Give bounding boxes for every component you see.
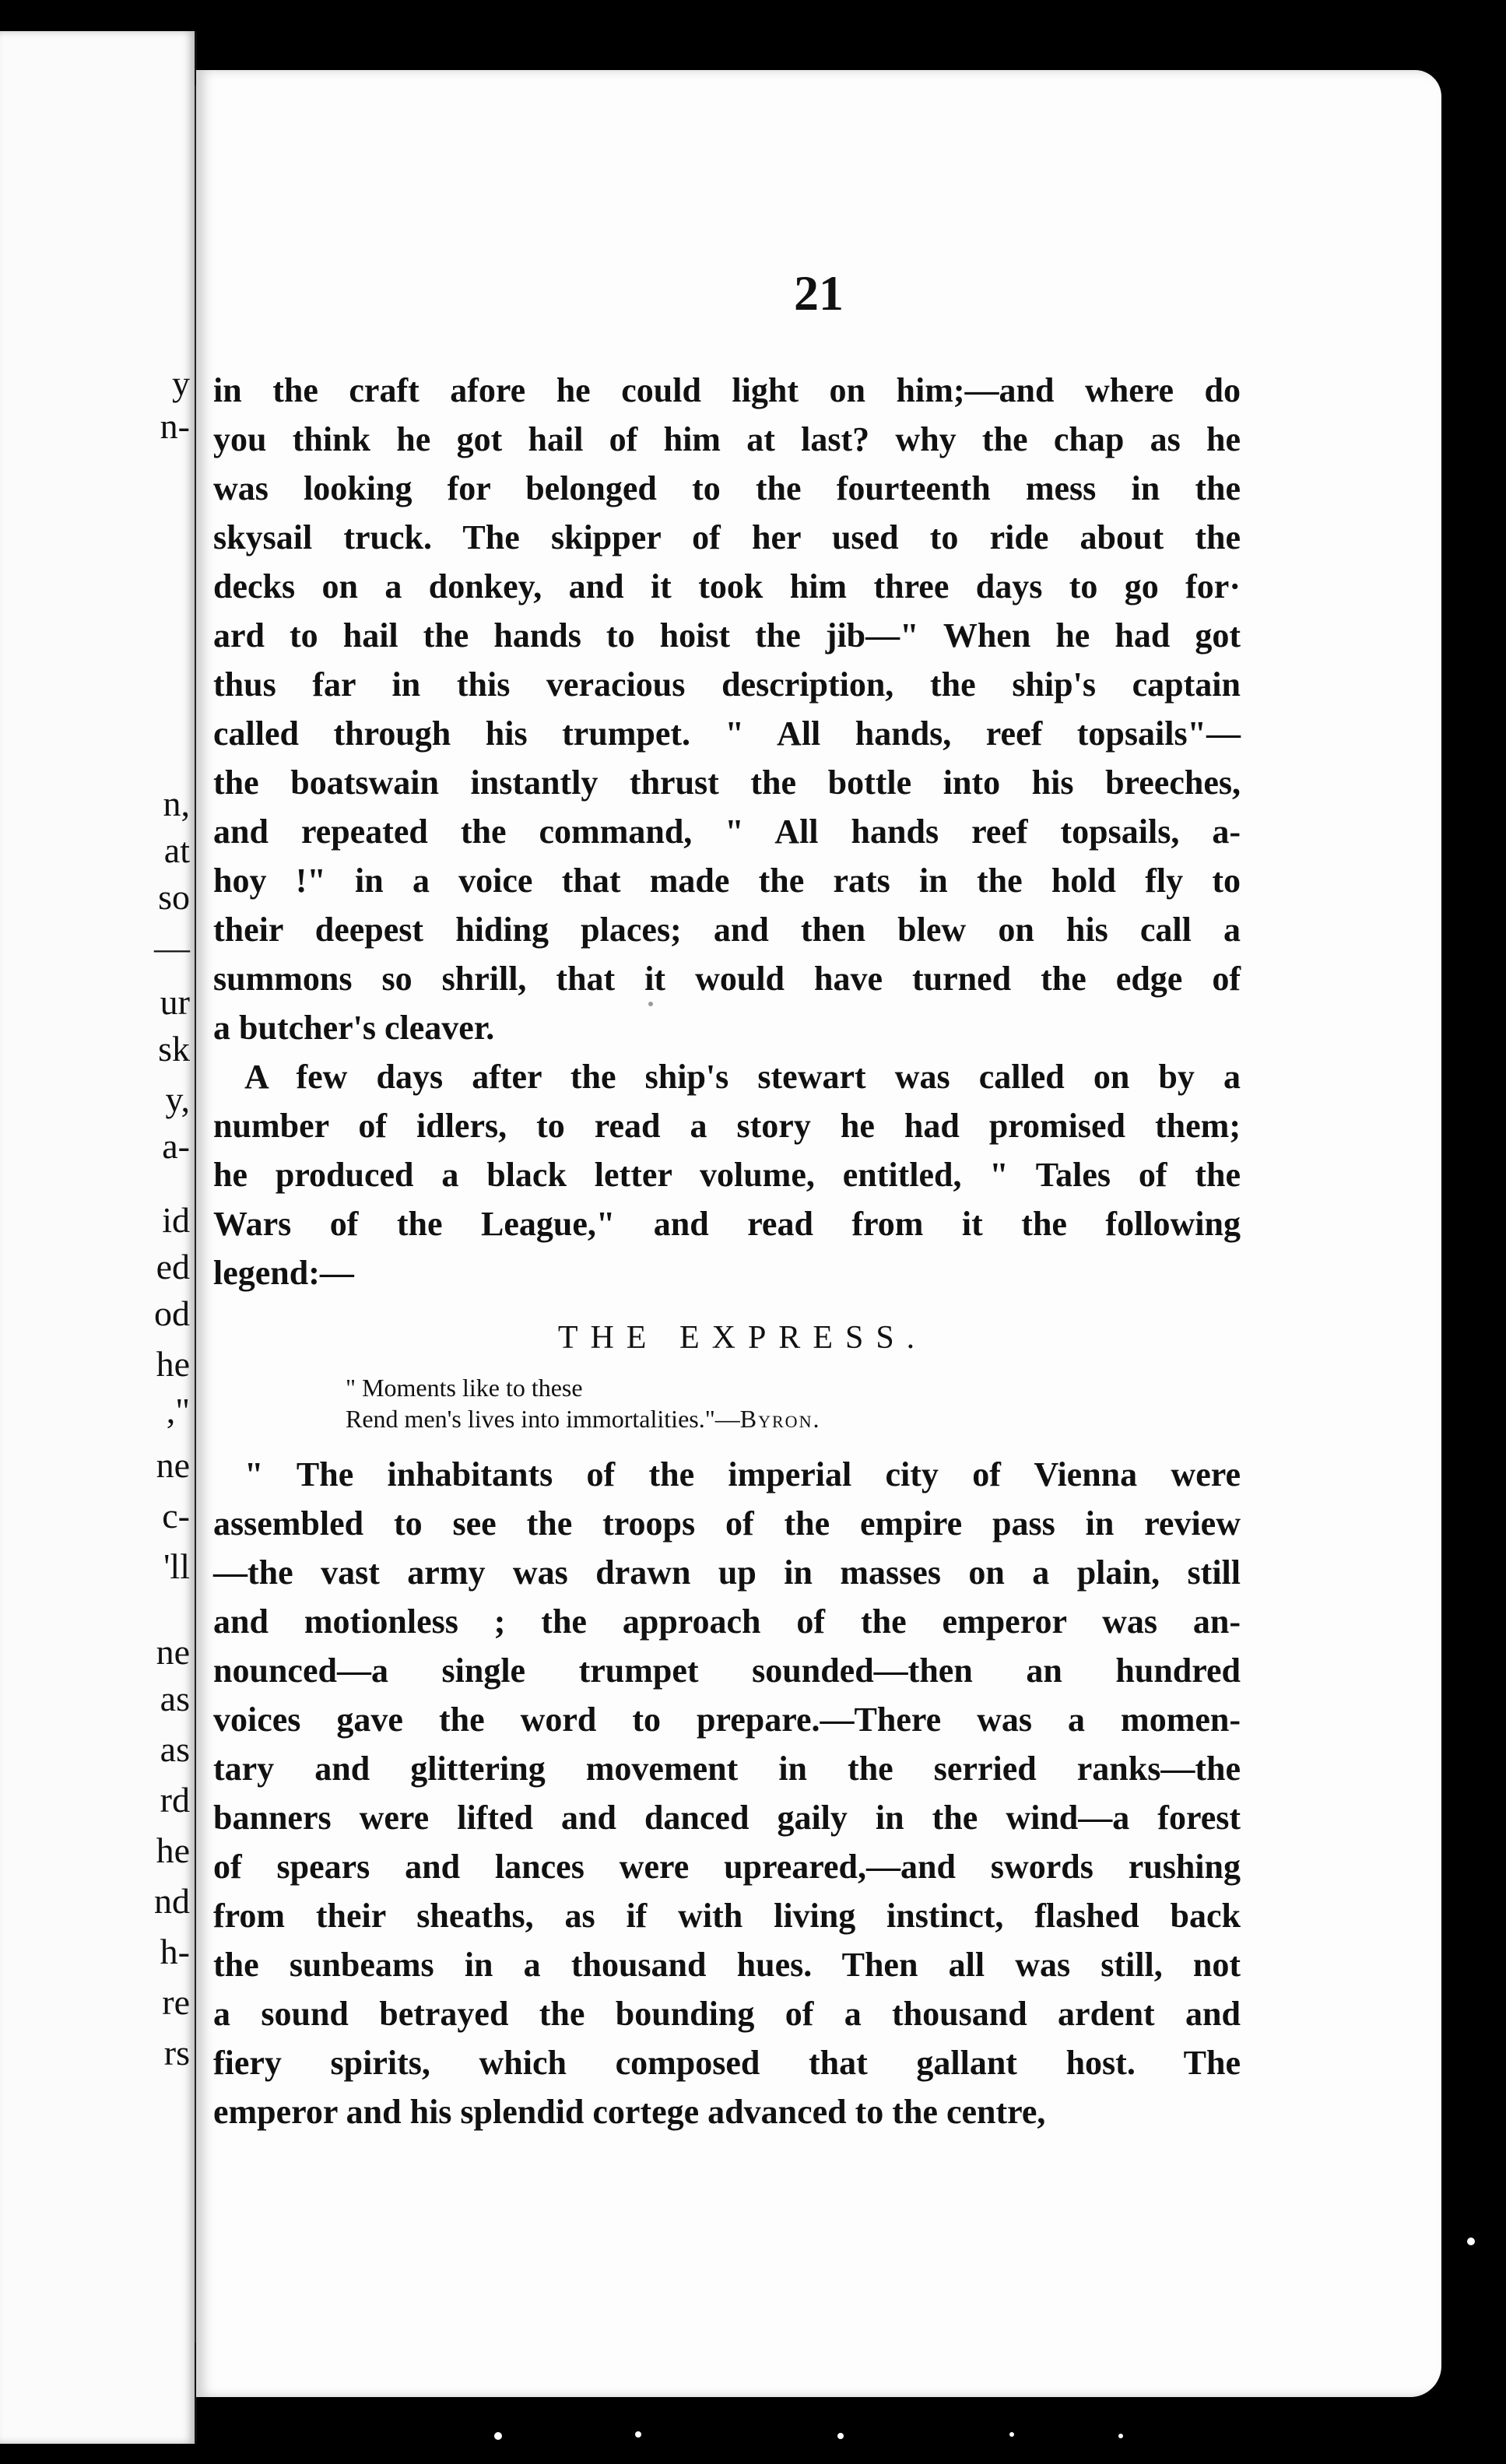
text-line: a butcher's cleaver. bbox=[213, 1009, 495, 1047]
text-line: ard to hail the hands to hoist the jib—" When he had got bbox=[213, 616, 1241, 655]
text-line: nounced—a single trumpet sounded—then an hundred bbox=[213, 1651, 1241, 1690]
epigraph-line-2 bbox=[346, 1403, 1241, 1434]
facing-page-fragment: as bbox=[160, 1729, 190, 1769]
text-line: was looking for belonged to the fourteenth mess in the bbox=[213, 469, 1241, 507]
page-number: 21 bbox=[794, 265, 844, 321]
facing-page-fragment: n- bbox=[160, 406, 190, 446]
text-line: decks on a donkey, and it took him three days to go for· bbox=[213, 567, 1241, 605]
text-line: fiery spirits, which composed that gallant host. The bbox=[213, 2044, 1241, 2082]
epigraph bbox=[346, 1372, 1241, 1434]
text-line: " The inhabitants of the imperial city of Vienna were bbox=[244, 1455, 1241, 1493]
facing-page-fragment: so bbox=[158, 877, 190, 917]
facing-page-fragment: ne bbox=[156, 1445, 190, 1485]
text-line: hoy !" in a voice that made the rats in the hold fly to bbox=[213, 862, 1241, 900]
facing-page-fragment: od bbox=[154, 1293, 190, 1333]
facing-page-fragment: he bbox=[156, 1830, 190, 1870]
text-line: number of idlers, to read a story he had promised them; bbox=[213, 1107, 1241, 1145]
page-body bbox=[213, 366, 1241, 2136]
facing-page-text-fragments bbox=[0, 31, 195, 2444]
story-heading: THE EXPRESS. bbox=[557, 1320, 928, 1356]
text-line: the sunbeams in a thousand hues. Then all was still, not bbox=[213, 1946, 1241, 1984]
paragraph-steward-story bbox=[213, 1052, 1241, 1297]
text-line: banners were lifted and danced gaily in the wind—a forest bbox=[213, 1799, 1241, 1837]
text-line: you think he got hail of him at last? why the chap as he bbox=[213, 420, 1241, 458]
text-line: of spears and lances were upreared,—and swords rushing bbox=[213, 1848, 1241, 1886]
facing-page-fragment: at bbox=[163, 830, 190, 870]
text-line: in the craft afore he could light on him;—and where do bbox=[213, 371, 1241, 409]
text-line: A few days after the ship's stewart was called on by a bbox=[244, 1058, 1241, 1096]
facing-page bbox=[0, 31, 197, 2444]
epigraph-line-2-text: Rend men's lives into immortalities."— bbox=[346, 1405, 740, 1433]
facing-page-fragment: ed bbox=[156, 1247, 190, 1286]
text-line: assembled to see the troops of the empire pass in review bbox=[213, 1504, 1241, 1543]
text-line: summons so shrill, that it would have turned the edge of bbox=[213, 960, 1241, 998]
facing-page-fragment: as bbox=[160, 1679, 190, 1718]
facing-page-fragment: nd bbox=[154, 1881, 190, 1921]
text-line: skysail truck. The skipper of her used to ride about the bbox=[213, 518, 1241, 556]
text-line: emperor and his splendid cortege advanced to the centre, bbox=[213, 2093, 1046, 2131]
text-line: and repeated the command, " All hands reef topsails, a- bbox=[213, 813, 1241, 851]
facing-page-fragment: ne bbox=[156, 1632, 190, 1672]
text-line: tary and glittering movement in the serried ranks—the bbox=[213, 1750, 1241, 1788]
paragraph-dialogue bbox=[213, 366, 1241, 1052]
book-page bbox=[196, 70, 1441, 2397]
facing-page-fragment: id bbox=[162, 1200, 190, 1240]
facing-page-fragment: ur bbox=[160, 982, 190, 1022]
text-line: thus far in this veracious description, the ship's captain bbox=[213, 665, 1241, 704]
text-line: legend:— bbox=[213, 1254, 354, 1292]
facing-page-fragment: 'll bbox=[163, 1546, 190, 1586]
facing-page-fragment: c- bbox=[162, 1496, 190, 1536]
text-line: from their sheaths, as if with living instinct, flashed back bbox=[213, 1897, 1241, 1935]
text-line: and motionless ; the approach of the emperor was an- bbox=[213, 1602, 1241, 1641]
paragraph-vienna bbox=[213, 1450, 1241, 2136]
facing-page-fragment: he bbox=[156, 1344, 190, 1384]
facing-page-fragment: a- bbox=[162, 1126, 190, 1166]
text-line: called through his trumpet. " All hands, reef topsails"— bbox=[213, 714, 1241, 753]
epigraph-attribution: Byron. bbox=[739, 1405, 821, 1433]
text-line: Wars of the League," and read from it the following bbox=[213, 1205, 1241, 1243]
facing-page-fragment: y bbox=[172, 363, 190, 403]
facing-page-fragment: — bbox=[154, 928, 190, 967]
facing-page-fragment: h- bbox=[160, 1932, 190, 1971]
facing-page-fragment: sk bbox=[158, 1029, 190, 1069]
epigraph-line-1: " Moments like to these bbox=[346, 1374, 583, 1402]
text-line: the boatswain instantly thrust the bottle into his breeches, bbox=[213, 763, 1241, 802]
facing-page-fragment: y, bbox=[165, 1079, 190, 1119]
text-line: he produced a black letter volume, entitled, " Tales of the bbox=[213, 1156, 1241, 1194]
text-line: their deepest hiding places; and then blew on his call a bbox=[213, 911, 1241, 949]
text-line: voices gave the word to prepare.—There was a momen- bbox=[213, 1701, 1241, 1739]
facing-page-fragment: re bbox=[162, 1982, 190, 2022]
text-line: a sound betrayed the bounding of a thousand ardent and bbox=[213, 1995, 1241, 2033]
facing-page-fragment: rd bbox=[160, 1780, 190, 1820]
facing-page-fragment: ," bbox=[166, 1391, 190, 1430]
facing-page-fragment: rs bbox=[163, 2033, 190, 2073]
facing-page-fragment: n, bbox=[163, 784, 190, 823]
text-line: —the vast army was drawn up in masses on a plain, still bbox=[213, 1553, 1241, 1592]
